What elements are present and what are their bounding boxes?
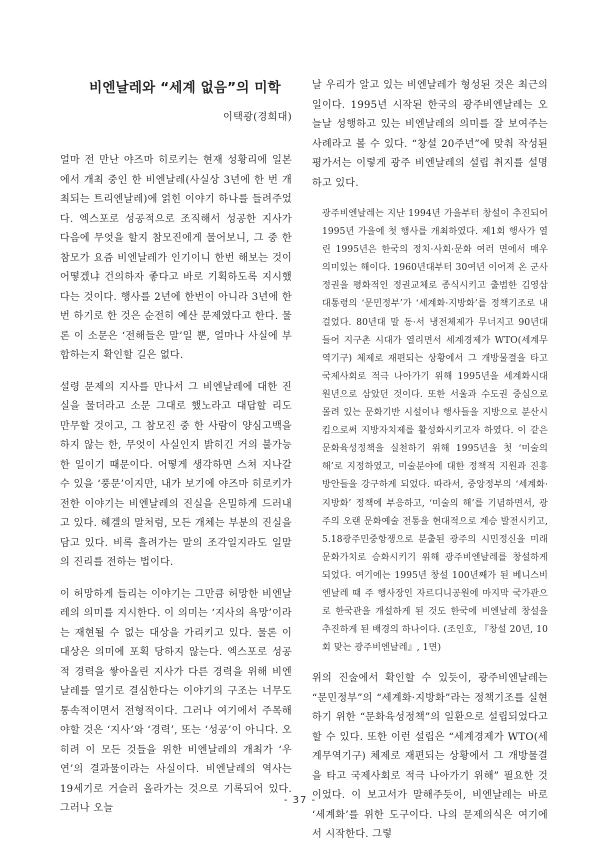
paragraph-3: 이 허망하게 들리는 이야기는 그만큼 허망한 비엔날레의 의미를 지시한다. 이 의미는 ‘지사의 욕망’이라는 재현될 수 없는 대상을 가리키고 있다. 물론 이 대상은 의미에 포획 당하지 않는다. 엑스포로 성공적 경력을 쌓아올린 지사가 다른 경력을 위해 비엔날레를 열기로 결심한다는 이야기의 구조는 너무도 통속적이면서 전형적이다. 그러나 여기에서 주목해야할 것은 ‘지사’와 ‘경력’, 또는 ‘성공’이 아니다. 오히려 이 모든 것들을 위한 비엔날레의 개최가 ‘우연’의 결과물이라는 사실이다. 비엔날레의 역사는 19세기로 거슬러 올라가는 것으로 기록되어 있다. 그러나 오늘 (60, 588, 292, 814)
article-title: 비엔날레와 “세계 없음”의 미학 (89, 80, 281, 96)
paragraph-5: 위의 진술에서 확인할 수 있듯이, 광주비엔날레는 “문민정부”의 “세계화·지방화”라는 정책기조를 실현하기 위한 “문화육성정책”의 일환으로 설립되었다고 할 수 있다. 또한 이런 설립은 “세계경제가 WTO(세계무역기구) 체제로 재편되는 상황에서 그 개방물결을 타고 국제사회로 적극 나아가기 위해” 필요한 것이었다. 이 보고서가 말해주듯이, 비엔날레는 바로 ‘세계화’를 위한 도구이다. 나의 문제의식은 여기에서 시작한다. 그렇 (312, 673, 548, 841)
paragraph-2: 설령 문제의 지사를 만나서 그 비엔날레에 대한 진실을 물더라고 소문 그대로 했노라고 대답할 리도 만무할 것이고, 그 참모진 중 한 사람이 양심고백을 하지 않는 한, 무엇이 사실인지 밝히긴 거의 불가능한 일이기 때문이다. 어떻게 생각하면 스쳐 지나갈 수 있을 ‘풍문’이지만, 내가 보기에 야즈마 히로키가 전한 이야기는 비엔날레의 진실을 은밀하게 드러내고 있다. 헤겔의 말처럼, 모든 개체는 부분의 진실을 담고 있다. 비록 흘려가는 말의 조각일지라도 일말의 진리를 전하는 법이다. (60, 381, 292, 568)
paragraph-4: 날 우리가 알고 있는 비엔날레가 형성된 것은 최근의 일이다. 1995년 시작된 한국의 광주비엔날레는 오늘날 성행하고 있는 비엔날레의 의미를 잘 보여주는 사례라고 볼 수 있다. “창설 20주년”에 맞춰 작성된 평가서는 이렇게 광주 비엔날레의 설립 취지를 설명하고 있다. (312, 80, 548, 189)
left-column (60, 76, 292, 831)
right-column (312, 76, 548, 857)
page-number: - 37 - (283, 795, 317, 806)
paragraph-1: 얼마 전 만난 야즈마 히로키는 현재 성황리에 일본에서 개최 중인 한 비엔날레(사실상 3년에 한 번 개최되는 트리엔날레)에 얽힌 이야기 하나를 들려주었다. 엑스포로 성공적으로 조직해서 성공한 지사가 다음에 무엇을 할지 참모진에게 물어보니, 그 중 한 참모가 요즘 비엔날레가 인기이니 한번 해보는 것이 어떻겠냐 건의하자 좋다고 바로 기획하도록 지시했다는 것이다. 행사를 2년에 한번이 아니라 3년에 한번 하기로 한 것은 순전히 예산 문제였다고 한다. 물론 이 소문은 ‘전해들은 말’일 뿐, 얼마나 사실에 부합하는지 확인할 길은 없다. (60, 155, 292, 361)
block-quote: 광주비엔날레는 지난 1994년 가을부터 창설이 추진되어 1995년 가을에 첫 행사를 개최하였다. 제1회 행사가 열린 1995년은 한국의 정치·사회·문화 여러 면에서 매우 의미있는 해이다. 1960년대부터 30여년 이어져 온 군사정권을 평화적인 정권교체로 종식시키고 출범한 김영삼 대통령의 ‘문민정부’가 ‘세계화·지방화’를 정책기조로 내걸었다. 80년대 말 동·서 냉전체제가 무너지고 90년대 들어 지구촌 시대가 열리면서 세계경제가 WTO(세계무역기구) 체제로 재편되는 상황에서 그 개방물결을 타고 국제사회로 적극 나아가기 위해 1995년을 세계화시대 원년으로 삼았던 것이다. 또한 서울과 수도권 중심으로 몰려 있는 문화기반 시설이나 행사들을 지방으로 분산시킴으로써 지방자치제를 활성화시키고자 하였다. 이 같은 문화육성정책을 실천하기 위해 1995년을 첫 ‘미술의 해’로 지정하였고, 미술분야에 대한 정책적 지원과 진흥방안들을 강구하게 되었다. 따라서, 중앙정부의 ‘세계화·지방화’ 정책에 부응하고, ‘미술의 해’를 기념하면서, 광주의 오랜 문화예술 전통을 현대적으로 계승 발전시키고, 5.18광주민중항쟁으로 분출된 광주의 시민정신을 미래 문화가치로 승화시키기 위해 광주비엔날레를 창설하게 되었다. 여기에는 1995년 창설 100년째가 된 베니스비엔날레 때 주 행사장인 자르디니공원에 마지막 국가관으로 한국관을 개설하게 된 것도 한국에 비엔날레 창설을 추진하게 된 배경의 하나이다. (조인호, 『창설 20년, 10회 맞는 광주비엔날레』, 1면) (322, 209, 548, 654)
spacer (60, 137, 292, 151)
author-byline: 이택광(경희대) (223, 112, 292, 123)
